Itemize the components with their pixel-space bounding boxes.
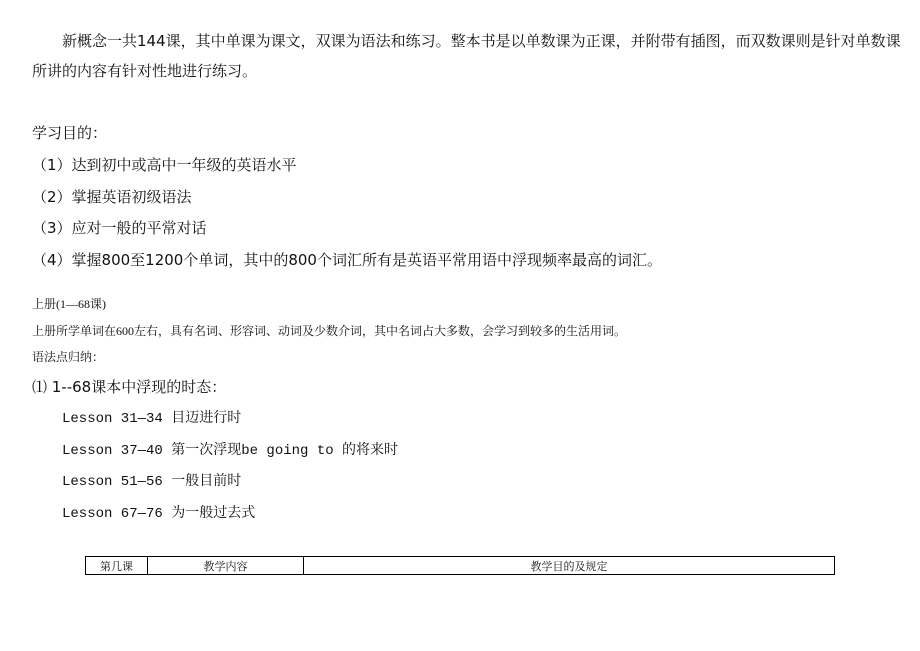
intro-paragraph: 新概念一共144课，其中单课为课文，双课为语法和练习。整本书是以单数课为正课，并附带有插图，而双数课则是针对单数课所讲的内容有针对性地进行练习。 <box>32 32 901 80</box>
table-header-content: 教学内容 <box>148 557 304 574</box>
tense-heading: ⑴ 1--68课本中浮现的时态： <box>32 378 227 396</box>
volume1-description: 上册所学单词在600左右，具有名词、形容词、动词及少数介词，其中名词占大多数，会学习到较多的生活用词。 <box>32 324 627 338</box>
grammar-heading: 语法点归纳： <box>32 350 105 364</box>
table-header-lesson: 第几课 <box>86 557 148 574</box>
lesson-line-2: Lesson 37—40 第一次浮现be going to 的将来时 <box>62 443 399 459</box>
goals-heading: 学习目的： <box>32 124 108 142</box>
lesson-line-3: Lesson 51—56 一般目前时 <box>62 474 242 490</box>
goal-item-4: （4）掌握800至1200个单词，其中的800个词汇所有是英语平常用语中浮现频率最高的词汇。 <box>32 251 662 269</box>
goal-item-2: （2）掌握英语初级语法 <box>32 188 192 206</box>
lesson-table <box>85 556 835 575</box>
goal-item-3: （3）应对一般的平常对话 <box>32 219 207 237</box>
lesson-line-1: Lesson 31—34 目迈进行时 <box>62 411 242 427</box>
volume1-title: 上册(1—68课) <box>32 297 106 311</box>
lesson-line-4: Lesson 67—76 为一般过去式 <box>62 506 256 522</box>
table-header-goals: 教学目的及规定 <box>530 559 608 573</box>
goal-item-1: （1）达到初中或高中一年级的英语水平 <box>32 156 297 174</box>
